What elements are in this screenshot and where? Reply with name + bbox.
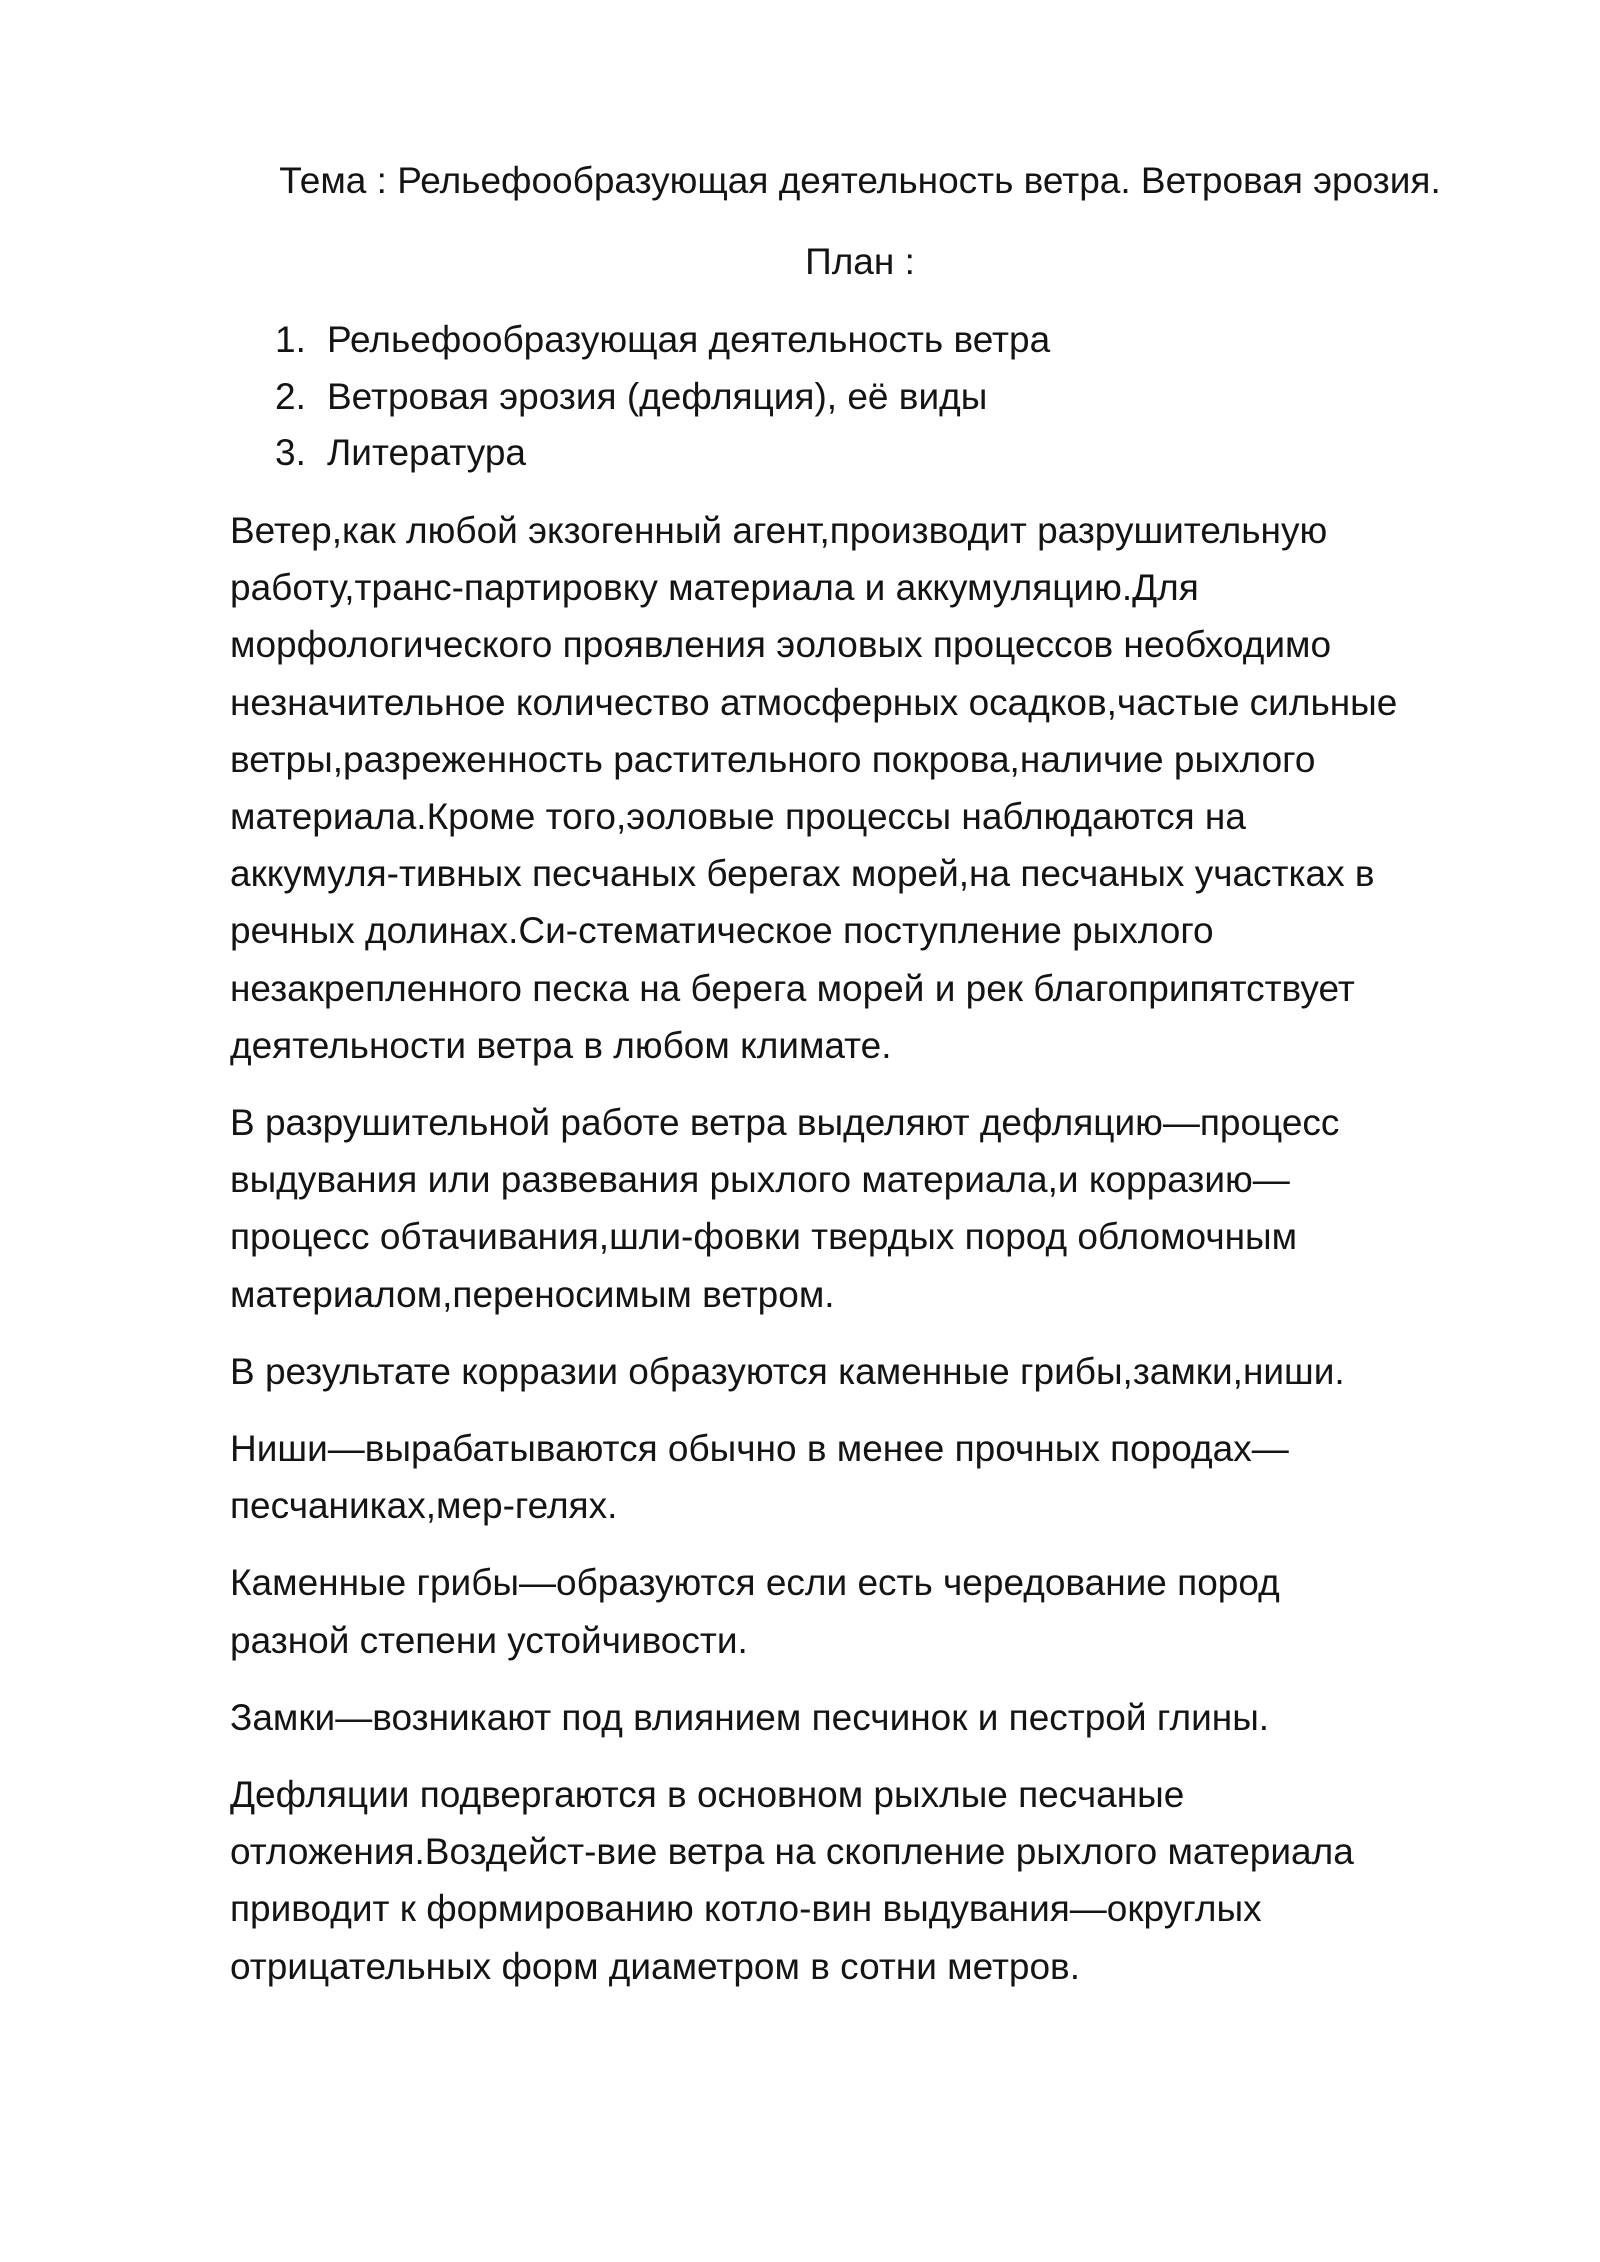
- text-line: В результате корразии образуются каменные грибы,замки,ниши.: [230, 1350, 1345, 1392]
- text-line: Ветер,как любой экзогенный агент,производит разрушительную: [230, 510, 1328, 551]
- text-line: ветры,разреженность растительного покрова,наличие рыхлого: [230, 738, 1316, 780]
- plan-item: [275, 369, 1050, 426]
- text-line: отложения.Воздейст-вие ветра на скопление рыхлого материала: [230, 1831, 1354, 1873]
- text-line: аккумуля-тивных песчаных берегах морей,на песчаных участках в: [230, 853, 1375, 895]
- plan-item-number: 3.: [275, 432, 306, 473]
- text-line: Каменные грибы—образуются если есть чередование пород: [230, 1562, 1280, 1604]
- plan-item-number: 2.: [275, 375, 306, 417]
- paragraph-castles: [230, 1689, 1500, 1746]
- text-line: разной степени устойчивости.: [230, 1619, 748, 1661]
- text-line: выдувания или развевания рыхлого материала,и корразию—: [230, 1159, 1290, 1201]
- text-line: незакрепленного песка на берега морей и рек благоприпятствует: [230, 967, 1355, 1009]
- text-line: процесс обтачивания,шли-фовки твердых пород обломочным: [230, 1216, 1298, 1258]
- text-line: Дефляции подвергаются в основном рыхлые песчаные: [230, 1774, 1185, 1816]
- text-line: незначительное количество атмосферных осадков,частые сильные: [230, 681, 1398, 723]
- paragraph-deflation-basins: [230, 1766, 1500, 1995]
- paragraph-stone-mushrooms: [230, 1554, 1500, 1668]
- plan-item: [275, 425, 1050, 482]
- document-title: Тема : Рельефообразующая деятельность ветра. Ветровая эрозия.: [279, 160, 1441, 201]
- text-line: материалом,переносимым ветром.: [230, 1273, 835, 1315]
- document-body: [230, 502, 1500, 2015]
- text-line: деятельности ветра в любом климате.: [230, 1024, 892, 1066]
- paragraph-wind-work: [230, 502, 1500, 1074]
- text-line: отрицательных форм диаметром в сотни метров.: [230, 1945, 1080, 1987]
- paragraph-corrasion-results: [230, 1343, 1500, 1400]
- plan-item-text: Рельефообразующая деятельность ветра: [327, 319, 1051, 360]
- paragraph-niches: [230, 1420, 1500, 1534]
- plan-heading: План :: [805, 241, 915, 282]
- text-line: В разрушительной работе ветра выделяют дефляцию—процесс: [230, 1102, 1340, 1144]
- plan-list: [275, 312, 1050, 482]
- text-line: Ниши—вырабатываются обычно в менее прочных породах—: [230, 1428, 1289, 1470]
- text-line: работу,транс-партировку материала и аккумуляцию.Для: [230, 567, 1199, 609]
- plan-item: [275, 312, 1050, 369]
- text-line: Замки—возникают под влиянием песчинок и пестрой глины.: [230, 1696, 1270, 1738]
- text-line: приводит к формированию котло-вин выдувания—округлых: [230, 1888, 1262, 1930]
- plan-item-number: 1.: [275, 319, 306, 360]
- text-line: песчаниках,мер-гелях.: [230, 1485, 618, 1527]
- text-line: материала.Кроме того,эоловые процессы наблюдаются на: [230, 796, 1246, 838]
- plan-item-text: Литература: [327, 432, 527, 473]
- text-line: речных долинах.Си-стематическое поступление рыхлого: [230, 910, 1214, 952]
- text-line: морфологического проявления эоловых процессов необходимо: [230, 624, 1332, 666]
- plan-item-text: Ветровая эрозия (дефляция), её виды: [327, 375, 988, 417]
- paragraph-deflation-corrasion: [230, 1094, 1500, 1323]
